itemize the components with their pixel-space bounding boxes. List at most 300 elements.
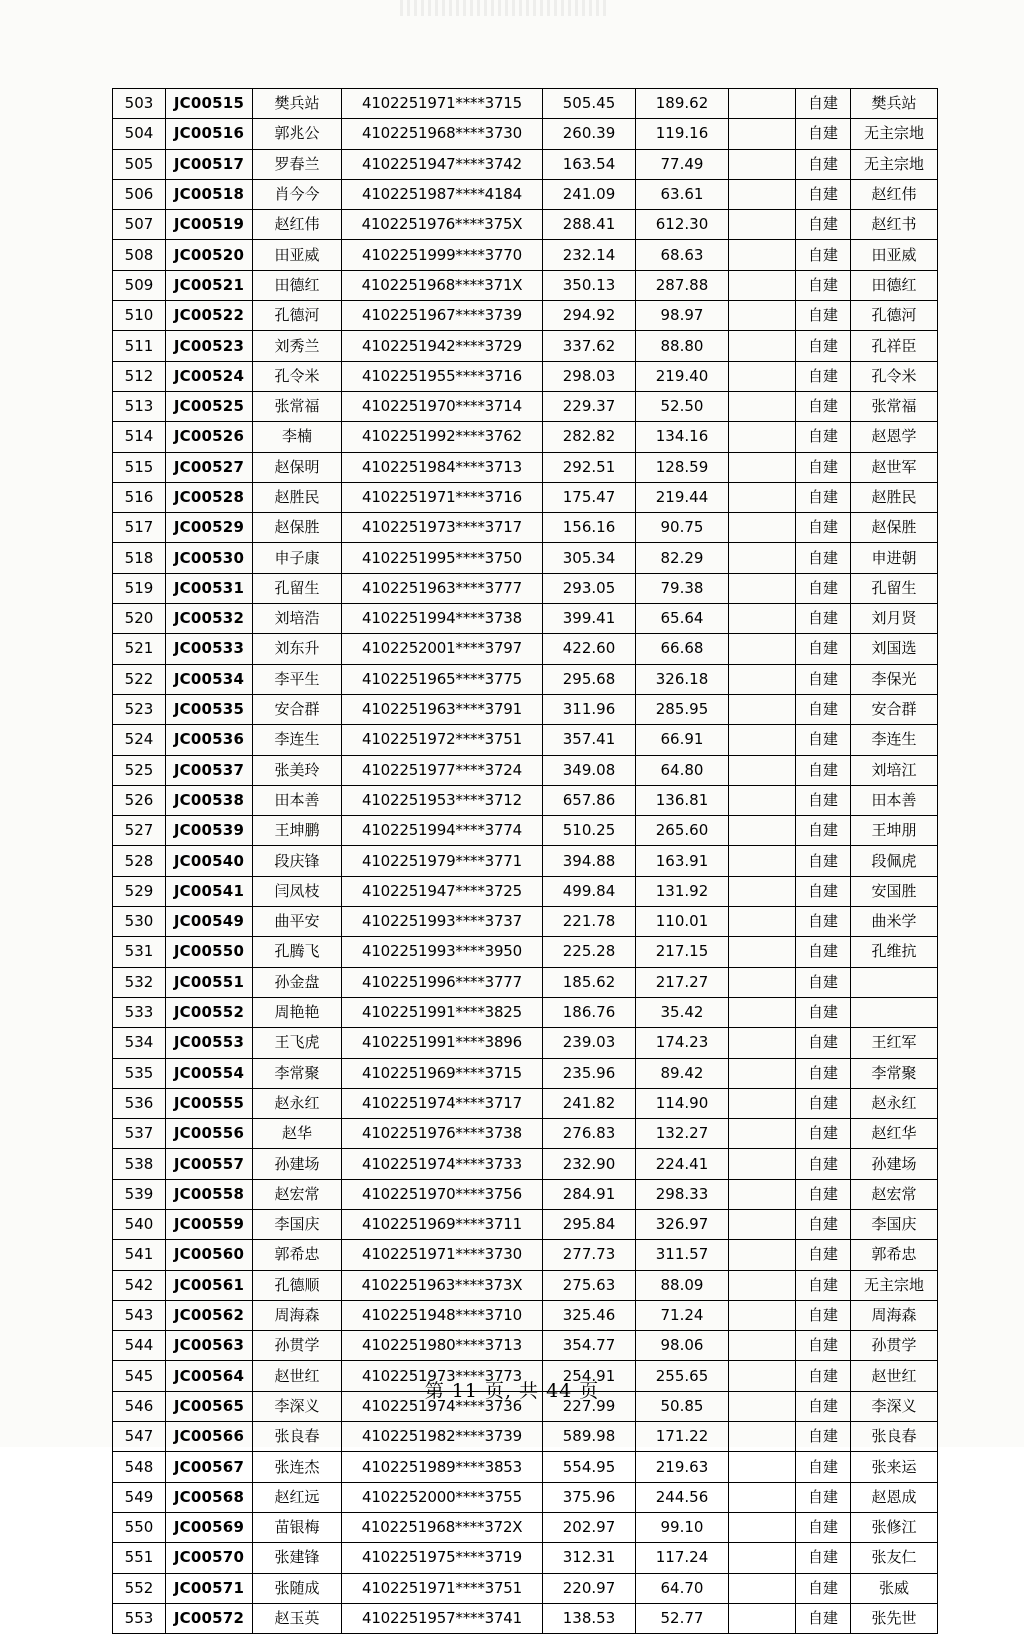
row-index: 544 — [113, 1331, 166, 1361]
row-remark — [729, 876, 796, 906]
row-remark — [729, 755, 796, 785]
row-area-2: 171.22 — [636, 1422, 729, 1452]
row-area-1: 305.34 — [543, 543, 636, 573]
row-code: JC00529 — [166, 513, 253, 543]
table-row — [113, 513, 938, 543]
row-code: JC00559 — [166, 1209, 253, 1239]
row-id-number: 4102251971****3751 — [342, 1573, 543, 1603]
row-id-number: 4102251973****3773 — [342, 1361, 543, 1391]
row-code: JC00528 — [166, 482, 253, 512]
row-type: 自建 — [796, 725, 851, 755]
row-owner: 张修江 — [851, 1512, 938, 1542]
row-remark — [729, 331, 796, 361]
row-remark — [729, 1028, 796, 1058]
table-row — [113, 1543, 938, 1573]
row-remark — [729, 1300, 796, 1330]
row-remark — [729, 937, 796, 967]
row-index: 526 — [113, 785, 166, 815]
row-type: 自建 — [796, 664, 851, 694]
row-area-2: 612.30 — [636, 210, 729, 240]
row-name: 王飞虎 — [253, 1028, 342, 1058]
row-type: 自建 — [796, 573, 851, 603]
row-type: 自建 — [796, 694, 851, 724]
row-area-1: 163.54 — [543, 149, 636, 179]
row-area-2: 90.75 — [636, 513, 729, 543]
row-owner: 田亚威 — [851, 240, 938, 270]
table-row — [113, 1058, 938, 1088]
row-code: JC00566 — [166, 1422, 253, 1452]
row-code: JC00522 — [166, 301, 253, 331]
row-code: JC00535 — [166, 694, 253, 724]
row-area-2: 64.70 — [636, 1573, 729, 1603]
row-id-number: 4102251993****3950 — [342, 937, 543, 967]
row-owner: 段佩虎 — [851, 846, 938, 876]
row-remark — [729, 361, 796, 391]
row-owner: 孙贯学 — [851, 1331, 938, 1361]
row-id-number: 4102252000****3755 — [342, 1482, 543, 1512]
table-row — [113, 573, 938, 603]
row-area-1: 241.82 — [543, 1088, 636, 1118]
row-area-2: 311.57 — [636, 1240, 729, 1270]
row-type: 自建 — [796, 634, 851, 664]
row-area-2: 128.59 — [636, 452, 729, 482]
row-type: 自建 — [796, 1209, 851, 1239]
row-index: 547 — [113, 1422, 166, 1452]
row-index: 548 — [113, 1452, 166, 1482]
row-type: 自建 — [796, 1028, 851, 1058]
row-name: 李连生 — [253, 725, 342, 755]
row-area-1: 260.39 — [543, 119, 636, 149]
row-owner: 孔维抗 — [851, 937, 938, 967]
row-remark — [729, 89, 796, 119]
row-area-2: 255.65 — [636, 1361, 729, 1391]
row-owner: 孙建场 — [851, 1149, 938, 1179]
row-index: 528 — [113, 846, 166, 876]
row-area-2: 98.97 — [636, 301, 729, 331]
row-name: 赵保胜 — [253, 513, 342, 543]
row-name: 赵世红 — [253, 1361, 342, 1391]
table-row — [113, 785, 938, 815]
row-area-2: 82.29 — [636, 543, 729, 573]
row-name: 闫凤枝 — [253, 876, 342, 906]
row-id-number: 4102251977****3724 — [342, 755, 543, 785]
table-row — [113, 1240, 938, 1270]
row-name: 张常福 — [253, 391, 342, 421]
row-code: JC00526 — [166, 422, 253, 452]
row-code: JC00569 — [166, 1512, 253, 1542]
row-code: JC00556 — [166, 1119, 253, 1149]
row-owner: 李深义 — [851, 1391, 938, 1421]
row-id-number: 4102251974****3733 — [342, 1149, 543, 1179]
row-code: JC00537 — [166, 755, 253, 785]
row-area-2: 189.62 — [636, 89, 729, 119]
table-row — [113, 179, 938, 209]
row-remark — [729, 1240, 796, 1270]
row-owner: 孔祥臣 — [851, 331, 938, 361]
row-area-2: 219.40 — [636, 361, 729, 391]
row-area-1: 276.83 — [543, 1119, 636, 1149]
row-name: 曲平安 — [253, 907, 342, 937]
table-row — [113, 482, 938, 512]
row-owner: 孔留生 — [851, 573, 938, 603]
row-name: 赵玉英 — [253, 1603, 342, 1633]
table-row — [113, 1452, 938, 1482]
row-owner: 田本善 — [851, 785, 938, 815]
row-id-number: 4102251963****373X — [342, 1270, 543, 1300]
row-index: 524 — [113, 725, 166, 755]
row-type: 自建 — [796, 846, 851, 876]
row-remark — [729, 634, 796, 664]
row-area-2: 219.63 — [636, 1452, 729, 1482]
row-name: 赵胜民 — [253, 482, 342, 512]
row-type: 自建 — [796, 907, 851, 937]
row-remark — [729, 664, 796, 694]
table-row — [113, 816, 938, 846]
row-id-number: 4102251989****3853 — [342, 1452, 543, 1482]
row-owner: 赵红书 — [851, 210, 938, 240]
row-code: JC00518 — [166, 179, 253, 209]
row-remark — [729, 1088, 796, 1118]
row-id-number: 4102251999****3770 — [342, 240, 543, 270]
row-type: 自建 — [796, 543, 851, 573]
row-area-2: 117.24 — [636, 1543, 729, 1573]
row-area-1: 293.05 — [543, 573, 636, 603]
row-index: 552 — [113, 1573, 166, 1603]
row-area-1: 422.60 — [543, 634, 636, 664]
row-code: JC00516 — [166, 119, 253, 149]
row-name: 郭兆公 — [253, 119, 342, 149]
row-index: 522 — [113, 664, 166, 694]
row-index: 523 — [113, 694, 166, 724]
row-area-2: 88.80 — [636, 331, 729, 361]
row-code: JC00527 — [166, 452, 253, 482]
row-remark — [729, 604, 796, 634]
row-owner: 田德红 — [851, 270, 938, 300]
row-id-number: 4102251955****3716 — [342, 361, 543, 391]
row-name: 李平生 — [253, 664, 342, 694]
row-index: 536 — [113, 1088, 166, 1118]
row-code: JC00562 — [166, 1300, 253, 1330]
row-type: 自建 — [796, 1361, 851, 1391]
table-row — [113, 543, 938, 573]
row-type: 自建 — [796, 1482, 851, 1512]
row-name: 赵宏常 — [253, 1179, 342, 1209]
row-id-number: 4102251995****3750 — [342, 543, 543, 573]
row-code: JC00520 — [166, 240, 253, 270]
row-area-1: 399.41 — [543, 604, 636, 634]
row-id-number: 4102251971****3730 — [342, 1240, 543, 1270]
table-row — [113, 1422, 938, 1452]
row-area-1: 232.14 — [543, 240, 636, 270]
row-remark — [729, 694, 796, 724]
row-area-2: 265.60 — [636, 816, 729, 846]
row-index: 511 — [113, 331, 166, 361]
table-row — [113, 210, 938, 240]
row-name: 张良春 — [253, 1422, 342, 1452]
row-code: JC00517 — [166, 149, 253, 179]
row-id-number: 4102251970****3756 — [342, 1179, 543, 1209]
row-remark — [729, 391, 796, 421]
row-code: JC00555 — [166, 1088, 253, 1118]
row-type: 自建 — [796, 391, 851, 421]
table-row — [113, 907, 938, 937]
row-owner: 赵恩成 — [851, 1482, 938, 1512]
row-remark — [729, 1573, 796, 1603]
table-row — [113, 391, 938, 421]
row-type: 自建 — [796, 1179, 851, 1209]
row-area-2: 298.33 — [636, 1179, 729, 1209]
row-owner: 周海森 — [851, 1300, 938, 1330]
row-id-number: 4102251968****3730 — [342, 119, 543, 149]
row-type: 自建 — [796, 210, 851, 240]
row-name: 刘秀兰 — [253, 331, 342, 361]
row-code: JC00531 — [166, 573, 253, 603]
row-owner: 张来运 — [851, 1452, 938, 1482]
table-row — [113, 755, 938, 785]
row-index: 527 — [113, 816, 166, 846]
row-owner: 张先世 — [851, 1603, 938, 1633]
row-owner: 李保光 — [851, 664, 938, 694]
row-owner: 赵世红 — [851, 1361, 938, 1391]
table-row — [113, 1270, 938, 1300]
row-code: JC00549 — [166, 907, 253, 937]
row-area-1: 239.03 — [543, 1028, 636, 1058]
row-code: JC00533 — [166, 634, 253, 664]
row-area-1: 277.73 — [543, 1240, 636, 1270]
row-remark — [729, 1270, 796, 1300]
row-code: JC00519 — [166, 210, 253, 240]
table-row — [113, 1512, 938, 1542]
row-owner: 张常福 — [851, 391, 938, 421]
row-id-number: 4102251996****3777 — [342, 967, 543, 997]
row-name: 赵永红 — [253, 1088, 342, 1118]
row-id-number: 4102251973****3717 — [342, 513, 543, 543]
row-remark — [729, 422, 796, 452]
row-area-1: 288.41 — [543, 210, 636, 240]
row-type: 自建 — [796, 1331, 851, 1361]
row-remark — [729, 513, 796, 543]
row-area-2: 136.81 — [636, 785, 729, 815]
row-area-2: 77.49 — [636, 149, 729, 179]
row-index: 506 — [113, 179, 166, 209]
row-type: 自建 — [796, 513, 851, 543]
row-code: JC00565 — [166, 1391, 253, 1421]
row-remark — [729, 816, 796, 846]
row-type: 自建 — [796, 876, 851, 906]
row-type: 自建 — [796, 1573, 851, 1603]
table-row — [113, 664, 938, 694]
row-area-2: 63.61 — [636, 179, 729, 209]
row-owner: 刘国选 — [851, 634, 938, 664]
row-owner: 王红军 — [851, 1028, 938, 1058]
row-area-2: 244.56 — [636, 1482, 729, 1512]
row-owner: 樊兵站 — [851, 89, 938, 119]
table-row — [113, 694, 938, 724]
row-area-2: 110.01 — [636, 907, 729, 937]
table-row — [113, 725, 938, 755]
row-remark — [729, 1452, 796, 1482]
row-remark — [729, 1209, 796, 1239]
row-type: 自建 — [796, 1088, 851, 1118]
row-area-2: 99.10 — [636, 1512, 729, 1542]
row-id-number: 4102251971****3715 — [342, 89, 543, 119]
row-area-1: 138.53 — [543, 1603, 636, 1633]
row-area-2: 217.15 — [636, 937, 729, 967]
row-id-number: 4102251957****3741 — [342, 1603, 543, 1633]
row-name: 孔德河 — [253, 301, 342, 331]
row-name: 段庆锋 — [253, 846, 342, 876]
row-id-number: 4102251982****3739 — [342, 1422, 543, 1452]
row-name: 田本善 — [253, 785, 342, 815]
table-row — [113, 997, 938, 1027]
row-id-number: 4102251969****3711 — [342, 1209, 543, 1239]
row-index: 507 — [113, 210, 166, 240]
row-index: 509 — [113, 270, 166, 300]
row-code: JC00550 — [166, 937, 253, 967]
table-row — [113, 1088, 938, 1118]
table-row — [113, 119, 938, 149]
row-index: 533 — [113, 997, 166, 1027]
row-name: 肖今今 — [253, 179, 342, 209]
row-owner: 赵保胜 — [851, 513, 938, 543]
row-area-1: 657.86 — [543, 785, 636, 815]
row-type: 自建 — [796, 1270, 851, 1300]
row-area-2: 98.06 — [636, 1331, 729, 1361]
row-id-number: 4102251967****3739 — [342, 301, 543, 331]
row-type: 自建 — [796, 1452, 851, 1482]
row-name: 孙建场 — [253, 1149, 342, 1179]
row-area-1: 499.84 — [543, 876, 636, 906]
row-code: JC00551 — [166, 967, 253, 997]
table-row — [113, 331, 938, 361]
row-index: 542 — [113, 1270, 166, 1300]
row-area-2: 224.41 — [636, 1149, 729, 1179]
row-name: 刘培浩 — [253, 604, 342, 634]
row-area-1: 232.90 — [543, 1149, 636, 1179]
row-name: 李楠 — [253, 422, 342, 452]
row-name: 樊兵站 — [253, 89, 342, 119]
row-area-2: 132.27 — [636, 1119, 729, 1149]
row-remark — [729, 482, 796, 512]
row-index: 508 — [113, 240, 166, 270]
row-index: 510 — [113, 301, 166, 331]
row-id-number: 4102251984****3713 — [342, 452, 543, 482]
row-remark — [729, 725, 796, 755]
row-owner: 张友仁 — [851, 1543, 938, 1573]
row-id-number: 4102251942****3729 — [342, 331, 543, 361]
row-type: 自建 — [796, 89, 851, 119]
row-area-2: 219.44 — [636, 482, 729, 512]
row-area-1: 235.96 — [543, 1058, 636, 1088]
row-code: JC00554 — [166, 1058, 253, 1088]
row-area-2: 119.16 — [636, 119, 729, 149]
row-name: 张美玲 — [253, 755, 342, 785]
row-area-2: 174.23 — [636, 1028, 729, 1058]
row-code: JC00567 — [166, 1452, 253, 1482]
row-id-number: 4102251991****3825 — [342, 997, 543, 1027]
row-area-2: 52.77 — [636, 1603, 729, 1633]
row-area-2: 66.68 — [636, 634, 729, 664]
table-row — [113, 1300, 938, 1330]
row-owner: 赵宏常 — [851, 1179, 938, 1209]
row-type: 自建 — [796, 361, 851, 391]
row-id-number: 4102251947****3725 — [342, 876, 543, 906]
row-owner: 赵永红 — [851, 1088, 938, 1118]
row-id-number: 4102251980****3713 — [342, 1331, 543, 1361]
row-owner: 王坤朋 — [851, 816, 938, 846]
row-remark — [729, 543, 796, 573]
row-type: 自建 — [796, 1512, 851, 1542]
row-code: JC00530 — [166, 543, 253, 573]
row-id-number: 4102251968****372X — [342, 1512, 543, 1542]
row-index: 537 — [113, 1119, 166, 1149]
table-row — [113, 876, 938, 906]
row-area-1: 175.47 — [543, 482, 636, 512]
row-id-number: 4102251991****3896 — [342, 1028, 543, 1058]
table-row — [113, 422, 938, 452]
row-index: 520 — [113, 604, 166, 634]
row-area-1: 220.97 — [543, 1573, 636, 1603]
row-area-1: 337.62 — [543, 331, 636, 361]
row-remark — [729, 907, 796, 937]
row-remark — [729, 1603, 796, 1633]
row-remark — [729, 452, 796, 482]
row-area-2: 79.38 — [636, 573, 729, 603]
row-remark — [729, 573, 796, 603]
row-index: 512 — [113, 361, 166, 391]
row-owner: 赵恩学 — [851, 422, 938, 452]
row-code: JC00540 — [166, 846, 253, 876]
row-remark — [729, 179, 796, 209]
row-name: 张建锋 — [253, 1543, 342, 1573]
row-type: 自建 — [796, 331, 851, 361]
row-name: 郭希忠 — [253, 1240, 342, 1270]
row-code: JC00524 — [166, 361, 253, 391]
row-area-1: 505.45 — [543, 89, 636, 119]
row-name: 罗春兰 — [253, 149, 342, 179]
row-name: 张连杰 — [253, 1452, 342, 1482]
row-index: 538 — [113, 1149, 166, 1179]
row-type: 自建 — [796, 149, 851, 179]
row-code: JC00538 — [166, 785, 253, 815]
row-owner: 孔德河 — [851, 301, 938, 331]
table-row — [113, 967, 938, 997]
page-footer: 第 11 页, 共 44 页 — [424, 1380, 600, 1402]
row-area-2: 88.09 — [636, 1270, 729, 1300]
row-type: 自建 — [796, 997, 851, 1027]
row-name: 孙贯学 — [253, 1331, 342, 1361]
row-owner: 张良春 — [851, 1422, 938, 1452]
row-code: JC00523 — [166, 331, 253, 361]
row-index: 514 — [113, 422, 166, 452]
table-row — [113, 846, 938, 876]
row-area-1: 227.99 — [543, 1391, 636, 1421]
table-row — [113, 1209, 938, 1239]
row-owner: 李连生 — [851, 725, 938, 755]
row-id-number: 4102251987****4184 — [342, 179, 543, 209]
row-area-2: 71.24 — [636, 1300, 729, 1330]
row-type: 自建 — [796, 604, 851, 634]
row-area-2: 50.85 — [636, 1391, 729, 1421]
row-area-2: 89.42 — [636, 1058, 729, 1088]
row-owner — [851, 997, 938, 1027]
row-owner: 张威 — [851, 1573, 938, 1603]
row-owner: 赵胜民 — [851, 482, 938, 512]
row-index: 546 — [113, 1391, 166, 1421]
row-code: JC00561 — [166, 1270, 253, 1300]
row-type: 自建 — [796, 119, 851, 149]
row-type: 自建 — [796, 967, 851, 997]
